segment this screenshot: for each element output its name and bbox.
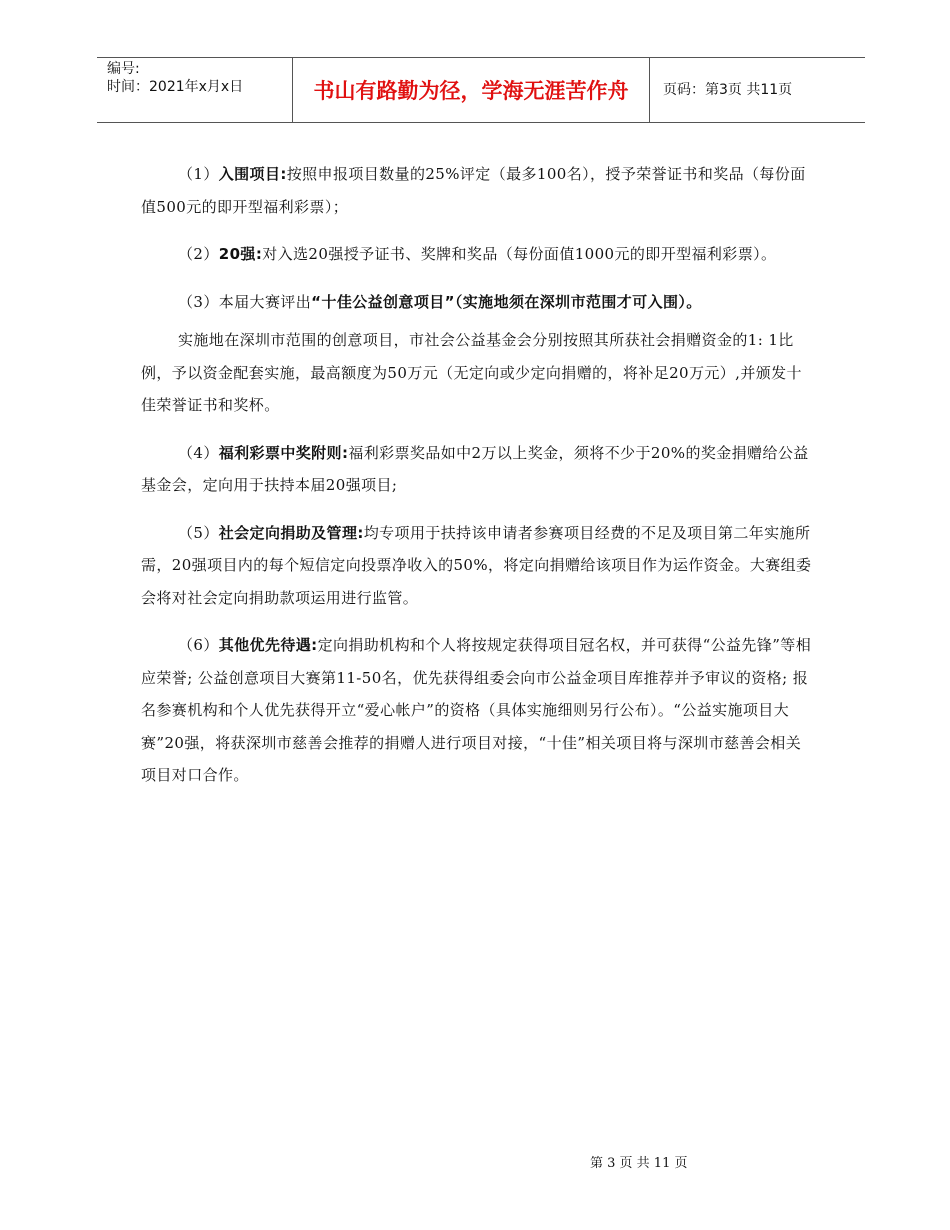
document-body [141, 158, 813, 807]
paragraph-other-benefits [141, 629, 813, 792]
paragraph-text: 福利彩票奖品如中2万以上奖金，须将不少于20%的奖金捐赠给公益基金会，定向用于扶持本届20强项目; [141, 443, 809, 494]
paragraph-prefix: （3）本届大赛评出 [178, 292, 312, 311]
paragraph-directed-donation [141, 517, 813, 615]
paragraph-prefix: （1） [178, 165, 219, 183]
paragraph-text: 对入选20强授予证书、奖牌和奖品（每份面值1000元的即开型福利彩票）。 [262, 245, 777, 263]
paragraph-prefix: （2） [178, 245, 219, 263]
header-page-info: 页码：第3页 共11页 [663, 82, 793, 98]
document-number-label: 编号: [107, 61, 140, 77]
paragraph-top-20 [141, 238, 813, 271]
paragraph-prefix: （5） [178, 523, 219, 542]
paragraph-text: 按照申报项目数量的25%评定（最多100名），授予荣誉证书和奖品（每份面值500元的即开型福利彩票）； [141, 165, 806, 216]
header-page-cell [649, 58, 865, 122]
paragraph-top-ten-projects [141, 286, 813, 319]
paragraph-heading: 福利彩票中奖附则: [218, 443, 349, 462]
header-motto-cell [292, 58, 650, 122]
paragraph-heading: 20强: [218, 245, 263, 263]
paragraph-heading: 社会定向捐助及管理: [218, 523, 364, 542]
paragraph-shortlisted-projects [141, 158, 813, 223]
document-time-label: 时间：2021年x月x日 [107, 79, 244, 95]
paragraph-heading: 入围项目: [218, 165, 287, 183]
paragraph-prefix: （6） [178, 636, 219, 654]
paragraph-text: 定向捐助机构和个人将按规定获得项目冠名权，并可获得“公益先锋”等相应荣誉; 公益创意项目大赛第11-50名，优先获得组委会向市公益金项目库推荐并予审议的资格; 报名参赛机构和个人优先获得开立“爱心帐户”的资格（具体实施细则另行公布）。“公益实施项目大赛”20强，将获深圳市慈善会推荐的捐赠人进行项目对接，“十佳”相关项目将与深圳市慈善会相关项目对口合作。 [141, 636, 812, 784]
header-motto: 书山有路勤为径，学海无涯苦作舟 [313, 79, 629, 103]
page-header [97, 57, 865, 123]
paragraph-matching-funds [141, 324, 813, 422]
paragraph-text: （实施地须在深圳市范围才可入围）。 [454, 292, 702, 311]
paragraph-heading: “十佳公益创意项目” [311, 292, 455, 311]
paragraph-prefix: （4） [178, 443, 219, 462]
header-meta [97, 58, 292, 122]
paragraph-text: 均专项用于扶持该申请者参赛项目经费的不足及项目第二年实施所需，20强项目内的每个短信定向投票净收入的50%，将定向捐赠给该项目作为运作资金。大赛组委会将对社会定向捐助款项运用进行监管。 [141, 523, 812, 607]
paragraph-lottery-rules [141, 437, 813, 502]
paragraph-heading: 其他优先待遇: [218, 636, 318, 654]
paragraph-text: 实施地在深圳市范围的创意项目，市社会公益基金会分别按照其所获社会捐赠资金的1: 1比例，予以资金配套实施，最高额度为50万元（无定向或少定向捐赠的，将补足20万元）,并颁发十佳荣誉证书和奖杯。 [141, 331, 802, 414]
page-footer: 第 3 页 共 11 页 [590, 1156, 688, 1171]
